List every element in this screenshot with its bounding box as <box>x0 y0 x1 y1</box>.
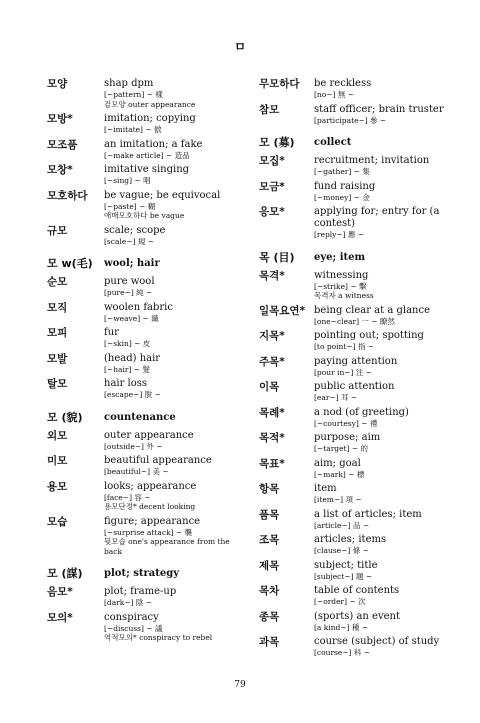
entry-definition <box>104 164 243 186</box>
entry-etymology: [~courtesy] ~ 禮 <box>314 418 378 428</box>
dictionary-entry <box>259 483 449 505</box>
dictionary-entry <box>259 206 449 240</box>
section-headword: 모 (謀) <box>47 567 83 580</box>
entry-headword: 외모 <box>47 429 68 442</box>
entry-definition <box>314 104 449 126</box>
entry-etymology: [~skin] ~ 皮 <box>104 339 151 348</box>
section-title: plot; strategy <box>104 568 180 579</box>
entry-definition <box>104 353 243 375</box>
entry-definition <box>314 381 449 403</box>
entry-headword: 조목 <box>259 534 280 546</box>
section-headword: 목 (目) <box>259 250 295 264</box>
entry-etymology: [face~] 容 ~ <box>104 492 151 502</box>
dictionary-entry <box>47 612 243 643</box>
entry-gloss: an imitation; a fake <box>104 138 203 150</box>
dictionary-entry <box>259 560 449 582</box>
entry-headword: 항목 <box>259 483 280 495</box>
entry-headword: 음모* <box>47 586 73 598</box>
entry-definition <box>104 78 243 109</box>
entry-list-left-top <box>47 78 243 246</box>
entry-etymology: [escape~] 脫 ~ <box>104 390 161 399</box>
dictionary-entry <box>47 302 243 324</box>
entry-gloss: imitation; copying <box>104 113 196 124</box>
dictionary-entry <box>259 78 449 100</box>
entry-example: 겉모양 outer appearance <box>104 99 196 109</box>
entry-headword: 모조품 <box>47 138 78 151</box>
entry-gloss: being clear at a glance <box>314 304 430 316</box>
entry-headword: 모발 <box>47 352 68 365</box>
entry-list-right-top <box>259 78 449 125</box>
left-column <box>47 78 243 647</box>
entry-example: 목격자 a witness <box>314 291 374 300</box>
entry-headword: 모직 <box>47 301 68 314</box>
entry-headword: 주목* <box>259 355 285 368</box>
dictionary-entry <box>259 432 449 454</box>
section-header-countenance <box>47 411 243 424</box>
entry-headword: 모창* <box>47 164 73 176</box>
entry-example: 뒷모습 one's appearance from the back <box>104 537 230 556</box>
dictionary-entry <box>259 270 449 301</box>
entry-etymology: [~sing] ~ 唱 <box>104 176 151 185</box>
entry-gloss: (sports) an event <box>314 610 400 622</box>
dictionary-entry <box>47 164 243 186</box>
section-headword: 모 (貌) <box>47 410 83 424</box>
entry-etymology: [pure~] 純 ~ <box>104 288 153 297</box>
entry-gloss: a list of articles; item <box>314 508 422 520</box>
dictionary-entry <box>47 113 243 135</box>
entry-headword: 응모* <box>259 206 285 218</box>
section-header-eye <box>259 251 449 264</box>
dictionary-entry <box>47 327 243 349</box>
dictionary-entry <box>47 455 243 477</box>
section-header-wool <box>47 257 243 270</box>
entry-headword: 과목 <box>259 636 280 648</box>
entry-gloss: scale; scope <box>104 224 166 236</box>
entry-etymology: [course~] 科 ~ <box>314 648 371 657</box>
entry-headword: 규모 <box>47 224 68 237</box>
entry-headword: 미모 <box>47 455 68 467</box>
entry-definition <box>314 356 449 378</box>
entry-gloss: outer appearance <box>104 429 194 441</box>
entry-definition <box>104 276 243 298</box>
dictionary-entry <box>47 516 243 557</box>
entry-definition <box>104 302 243 324</box>
entry-etymology: [reply~] 應 ~ <box>314 230 365 239</box>
entry-gloss: pure wool <box>104 276 155 287</box>
entry-gloss: looks; appearance <box>104 480 197 492</box>
entry-headword: 무모하다 <box>259 78 300 90</box>
dictionary-entry <box>47 225 243 247</box>
entry-headword: 모방* <box>47 113 73 125</box>
entry-gloss: pointing out; spotting <box>314 330 424 341</box>
entry-list-eye <box>259 270 449 658</box>
entry-etymology: [~hair] ~ 髮 <box>104 364 150 374</box>
entry-etymology: [~money] ~ 金 <box>314 192 370 202</box>
entry-etymology: [scale~] 規 ~ <box>104 236 155 246</box>
entry-definition <box>314 181 449 203</box>
entry-definition <box>104 586 243 608</box>
dictionary-entry <box>259 356 449 378</box>
entry-gloss: fund raising <box>314 180 376 192</box>
entry-etymology: [article~] 品 ~ <box>314 520 370 530</box>
entry-definition <box>314 560 449 582</box>
entry-definition <box>104 430 243 452</box>
entry-etymology: [outside~] 外 ~ <box>104 441 163 451</box>
dictionary-entry <box>259 104 449 126</box>
entry-gloss: be reckless <box>314 78 372 89</box>
entry-definition <box>104 139 243 161</box>
section-headword: 모 w(毛) <box>47 257 93 270</box>
entry-etymology: [~discuss] ~ 議 <box>104 623 163 633</box>
entry-gloss: a nod (of greeting) <box>314 406 409 418</box>
entry-gloss: figure; appearance <box>104 515 201 527</box>
section-title: wool; hair <box>104 258 160 269</box>
entry-gloss: aim; goal <box>314 457 361 469</box>
entry-headword: 모호하다 <box>47 189 88 202</box>
entry-list-collect <box>259 155 449 240</box>
entry-headword: 탈모 <box>47 378 68 390</box>
entry-definition <box>314 270 449 301</box>
entry-gloss: imitative singing <box>104 164 190 175</box>
entry-definition <box>104 327 243 349</box>
dictionary-entry <box>47 430 243 452</box>
entry-etymology: [to point~] 指 ~ <box>314 342 375 351</box>
entry-gloss: beautiful appearance <box>104 455 212 466</box>
entry-gloss: witnessing <box>314 269 369 281</box>
dictionary-entry <box>47 353 243 375</box>
entry-definition <box>104 190 243 221</box>
entry-definition <box>314 407 449 429</box>
entry-gloss: purpose; aim <box>314 432 381 443</box>
dictionary-entry <box>259 534 449 556</box>
entry-etymology: [~weave] ~ 織 <box>104 313 159 323</box>
entry-etymology: [beautiful~] 美 ~ <box>104 467 169 476</box>
entry-definition <box>314 155 449 177</box>
dictionary-entry <box>47 586 243 608</box>
entry-headword: 모습 <box>47 515 68 528</box>
entry-etymology: [~strike] ~ 擊 <box>314 281 367 291</box>
entry-definition <box>314 611 449 633</box>
entry-list-strategy <box>47 586 243 643</box>
entry-definition <box>314 432 449 454</box>
entry-gloss: shap dpm <box>104 78 154 89</box>
section-title: countenance <box>104 411 176 423</box>
entry-etymology: [one~clear] 一 ~ 瞭然 <box>314 316 395 326</box>
entry-headword: 지목* <box>259 330 285 342</box>
entry-definition <box>314 206 449 240</box>
dictionary-entry <box>259 458 449 480</box>
entry-gloss: paying attention <box>314 355 398 367</box>
entry-etymology: [item~] 項 ~ <box>314 495 362 504</box>
entry-gloss: subject; title <box>314 559 378 571</box>
entry-gloss: course (subject) of study <box>314 636 440 647</box>
entry-headword: 목례* <box>259 406 285 419</box>
dictionary-entry <box>259 305 449 327</box>
entry-gloss: (head) hair <box>104 352 161 364</box>
entry-headword: 모양 <box>47 78 68 90</box>
entry-gloss: staff officer; brain truster <box>314 103 444 115</box>
right-column <box>259 78 449 662</box>
dictionary-entry <box>259 611 449 633</box>
entry-gloss: plot; frame-up <box>104 586 177 597</box>
entry-headword: 이목 <box>259 381 280 393</box>
entry-etymology: [ear~] 耳 ~ <box>314 393 358 402</box>
entry-headword: 모피 <box>47 327 68 339</box>
entry-etymology: [no~] 無 ~ <box>314 90 355 99</box>
entry-definition <box>314 305 449 327</box>
entry-definition <box>104 516 243 557</box>
entry-headword: 목표* <box>259 457 285 470</box>
entry-example: 애매모호하다 be vague <box>104 211 185 220</box>
entry-gloss: public attention <box>314 381 395 392</box>
entry-headword: 목차 <box>259 585 280 597</box>
dictionary-entry <box>259 155 449 177</box>
dictionary-entry <box>259 585 449 607</box>
entry-headword: 일목요연* <box>259 304 306 317</box>
dictionary-entry <box>47 378 243 400</box>
dictionary-entry <box>259 407 449 429</box>
entry-headword: 참모 <box>259 103 280 116</box>
entry-list-wool <box>47 276 243 400</box>
entry-etymology: [clause~] 條 ~ <box>314 546 369 555</box>
entry-definition <box>104 481 243 512</box>
entry-gloss: hair loss <box>104 378 148 389</box>
entry-list-countenance <box>47 430 243 557</box>
entry-etymology: [~imitate] ~ 倣 <box>104 125 162 134</box>
entry-definition <box>314 509 449 531</box>
section-header-collect <box>259 136 449 149</box>
entry-definition <box>314 636 449 658</box>
entry-example: 용모단정* decent looking <box>104 502 196 511</box>
dictionary-entry <box>259 509 449 531</box>
entry-example: 역적모의* conspiracy to rebel <box>104 633 213 642</box>
section-header-strategy <box>47 567 243 580</box>
entry-definition <box>104 455 243 477</box>
dictionary-entry <box>47 139 243 161</box>
entry-gloss: item <box>314 483 337 494</box>
entry-definition <box>104 378 243 400</box>
entry-headword: 용모 <box>47 480 68 493</box>
entry-headword: 순모 <box>47 276 68 288</box>
page-letter: ㅁ <box>234 40 246 54</box>
dictionary-entry <box>259 330 449 352</box>
entry-definition <box>314 330 449 352</box>
entry-etymology: [subject~] 題 ~ <box>314 571 373 581</box>
entry-headword: 품목 <box>259 508 280 521</box>
entry-headword: 종목 <box>259 610 280 623</box>
entry-etymology: [~pattern] ~ 樣 <box>104 90 163 99</box>
entry-etymology: [~surprise attack] ~ 襲 <box>104 527 193 537</box>
entry-headword: 모의* <box>47 611 73 624</box>
entry-etymology: [dark~] 陰 ~ <box>104 598 153 607</box>
entry-etymology: [participate~] 參 ~ <box>314 115 387 125</box>
entry-etymology: [~make article] ~ 造品 <box>104 150 190 160</box>
dictionary-entry <box>259 381 449 403</box>
entry-etymology: [~order] ~ 次 <box>314 597 366 606</box>
section-title: collect <box>314 137 352 148</box>
entry-gloss: conspiracy <box>104 611 159 623</box>
dictionary-entry <box>47 481 243 512</box>
dictionary-entry <box>47 78 243 109</box>
entry-headword: 목적* <box>259 432 285 444</box>
entry-definition <box>314 78 449 100</box>
entry-definition <box>104 225 243 247</box>
section-headword: 모 (募) <box>259 136 295 149</box>
entry-etymology: [~gather] ~ 集 <box>314 167 370 176</box>
entry-headword: 제목 <box>259 559 280 572</box>
entry-definition <box>104 612 243 643</box>
dictionary-entry <box>47 276 243 298</box>
entry-etymology: [a kind~] 種 ~ <box>314 622 369 632</box>
entry-gloss: be vague; be equivocal <box>104 189 221 201</box>
entry-etymology: [pour in~] 注 ~ <box>314 367 373 377</box>
entry-gloss: articles; items <box>314 534 387 545</box>
entry-etymology: [~target] ~ 的 <box>314 444 369 453</box>
dictionary-entry <box>259 636 449 658</box>
entry-etymology: [~mark] ~ 標 <box>314 469 365 479</box>
entry-definition <box>104 113 243 135</box>
entry-gloss: recruitment; invitation <box>314 155 430 166</box>
entry-definition <box>314 483 449 505</box>
entry-gloss: applying for; entry for (a contest) <box>314 206 440 229</box>
entry-definition <box>314 458 449 480</box>
page-number: 79 <box>234 680 246 690</box>
entry-etymology: [~paste] ~ 糊 <box>104 201 156 211</box>
entry-definition <box>314 534 449 556</box>
entry-headword: 모금* <box>259 180 285 193</box>
entry-headword: 목격* <box>259 269 285 282</box>
entry-gloss: woolen fabric <box>104 301 173 313</box>
dictionary-entry <box>259 181 449 203</box>
entry-definition <box>314 585 449 607</box>
entry-gloss: table of contents <box>314 585 400 596</box>
entry-headword: 모집* <box>259 155 285 167</box>
entry-gloss: fur <box>104 327 119 338</box>
dictionary-entry <box>47 190 243 221</box>
section-title: eye; item <box>314 251 366 263</box>
